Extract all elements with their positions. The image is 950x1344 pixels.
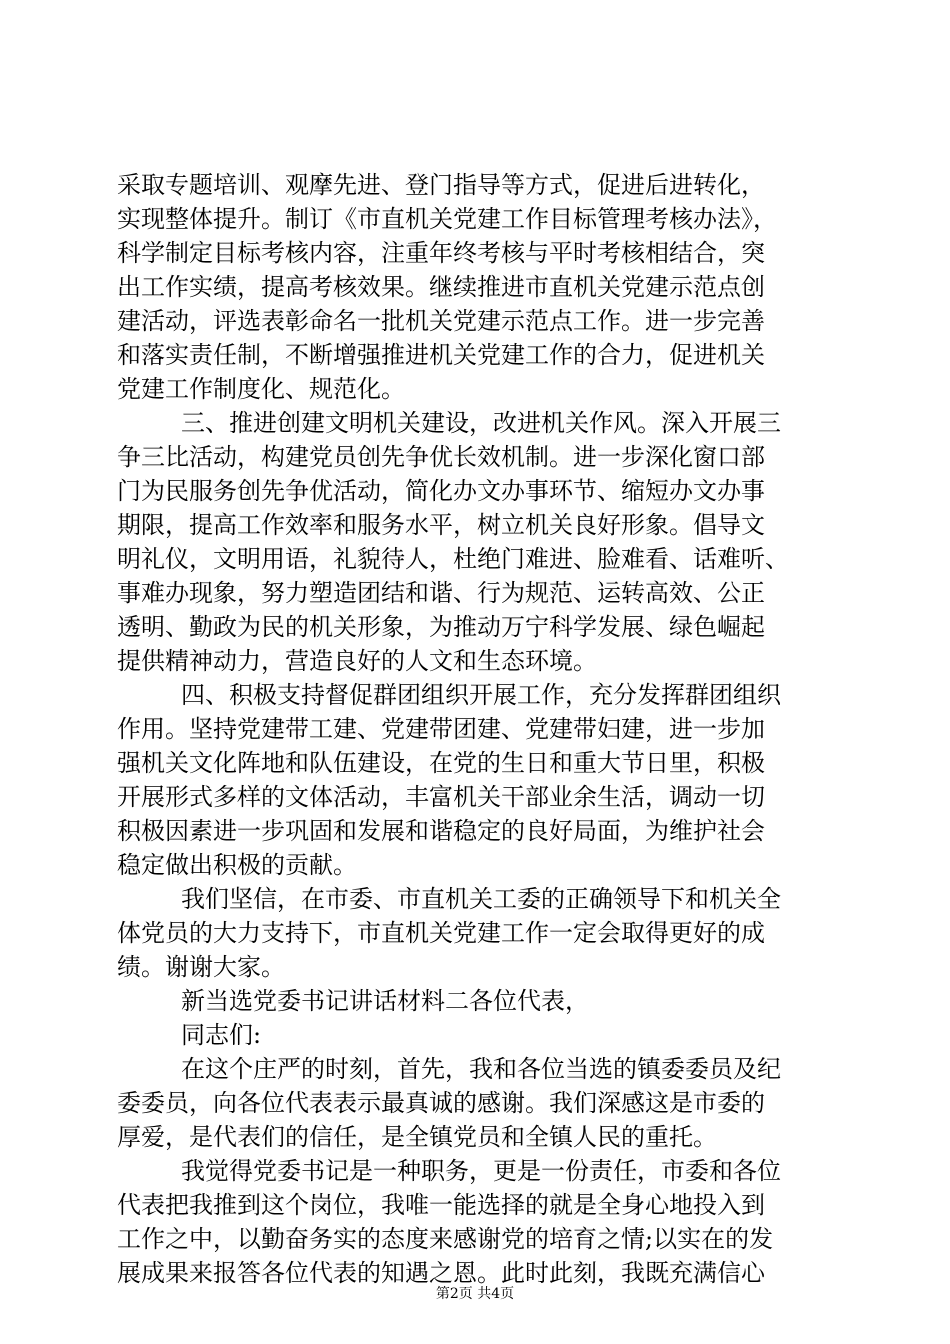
text-line: 三、推进创建文明机关建设，改进机关作风。深入开展三 [181,409,781,437]
text-line: 出工作实绩，提高考核效果。继续推进市直机关党建示范点创 [117,273,765,301]
text-line: 党建工作制度化、规范化。 [117,375,405,403]
text-line: 和落实责任制，不断增强推进机关党建工作的合力，促进机关 [117,341,765,369]
text-line: 明礼仪，文明用语，礼貌待人，杜绝门难进、脸难看、话难听、 [117,545,789,573]
text-line: 展成果来报答各位代表的知遇之恩。此时此刻，我既充满信心 [117,1259,765,1287]
text-line: 代表把我推到这个岗位，我唯一能选择的就是全身心地投入到 [117,1191,765,1219]
text-line: 门为民服务创先争优活动，简化办文办事环节、缩短办文办事 [117,477,765,505]
text-line: 委委员，向各位代表表示最真诚的感谢。我们深感这是市委的 [117,1089,765,1117]
text-line: 绩。谢谢大家。 [117,953,285,981]
text-line: 提供精神动力，营造良好的人文和生态环境。 [117,647,597,675]
text-line: 在这个庄严的时刻，首先，我和各位当选的镇委委员及纪 [181,1055,781,1083]
text-line: 工作之中，以勤奋务实的态度来感谢党的培育之情;以实在的发 [117,1225,774,1253]
text-line: 新当选党委书记讲话材料二各位代表， [181,987,589,1015]
text-line: 科学制定目标考核内容，注重年终考核与平时考核相结合，突 [117,239,765,267]
text-line: 积极因素进一步巩固和发展和谐稳定的良好局面，为维护社会 [117,817,765,845]
text-line: 期限，提高工作效率和服务水平，树立机关良好形象。倡导文 [117,511,765,539]
text-line: 开展形式多样的文体活动，丰富机关干部业余生活，调动一切 [117,783,765,811]
text-line: 事难办现象，努力塑造团结和谐、行为规范、运转高效、公正 [117,579,765,607]
text-line: 稳定做出积极的贡献。 [117,851,357,879]
text-line: 厚爱，是代表们的信任，是全镇党员和全镇人民的重托。 [117,1123,717,1151]
text-line: 体党员的大力支持下，市直机关党建工作一定会取得更好的成 [117,919,765,947]
text-line: 实现整体提升。制订《市直机关党建工作目标管理考核办法》， [117,205,777,233]
page-number-footer: 第2页 共4页 [435,1286,515,1302]
text-line: 同志们: [181,1021,262,1049]
text-line: 透明、勤政为民的机关形象，为推动万宁科学发展、绿色崛起 [117,613,765,641]
text-line: 四、积极支持督促群团组织开展工作，充分发挥群团组织 [181,681,781,709]
text-line: 建活动，评选表彰命名一批机关党建示范点工作。进一步完善 [117,307,765,335]
text-line: 争三比活动，构建党员创先争优长效机制。进一步深化窗口部 [117,443,765,471]
text-line: 作用。坚持党建带工建、党建带团建、党建带妇建，进一步加 [117,715,765,743]
text-line: 强机关文化阵地和队伍建设，在党的生日和重大节日里，积极 [117,749,765,777]
text-line: 我们坚信，在市委、市直机关工委的正确领导下和机关全 [181,885,781,913]
text-line: 我觉得党委书记是一种职务，更是一份责任，市委和各位 [181,1157,781,1185]
text-line: 采取专题培训、观摩先进、登门指导等方式，促进后进转化， [117,171,765,199]
